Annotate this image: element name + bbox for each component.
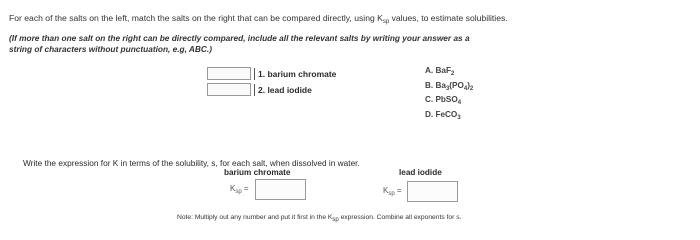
formula-part: PbSO bbox=[435, 95, 458, 104]
left-item-lead-iodide: 2. lead iodide bbox=[254, 84, 312, 96]
ksp-label-2: $K_{sp}$ = bbox=[383, 186, 402, 197]
answer-input-lead-iodide[interactable] bbox=[207, 83, 251, 96]
formula-part: Ba bbox=[435, 80, 446, 90]
left-item-barium-chromate: 1. barium chromate bbox=[254, 68, 336, 80]
formula-subscript: 4 bbox=[457, 100, 462, 106]
formula-subscript: 4 bbox=[463, 85, 468, 92]
right-item-letter: C. bbox=[425, 95, 434, 104]
expression-prompt: Write the expression for K in terms of the solubility, s, for each salt, when dissolved in water. bbox=[23, 158, 360, 168]
right-item-letter: A. bbox=[425, 66, 434, 75]
answer-input-barium-chromate[interactable] bbox=[207, 67, 251, 80]
right-item-c bbox=[425, 93, 473, 108]
formula-subscript: 3 bbox=[457, 114, 461, 121]
col-header-lead-iodide: lead iodide bbox=[399, 168, 442, 177]
note-text: Note: Multiply out any number and put it first in the $K_{sp}$ expression. Combine all exponents for s. bbox=[177, 214, 462, 223]
formula-part: FeCO bbox=[435, 109, 458, 119]
right-item-list bbox=[425, 64, 473, 122]
formula-part: (PO bbox=[449, 80, 464, 90]
instruction-text: For each of the salts on the left, match the salts on the right that can be compared directly, using $K_{sp}$ values, to estimate solubilities. bbox=[9, 13, 508, 25]
formula-part: ) bbox=[467, 80, 470, 90]
formula-subscript: 3 bbox=[445, 85, 450, 92]
formula-subscript: 2 bbox=[450, 71, 455, 77]
right-item-letter: B. bbox=[425, 80, 434, 90]
col-header-barium-chromate: barium chromate bbox=[224, 168, 291, 177]
ksp-input-lead-iodide[interactable] bbox=[407, 181, 458, 202]
ksp-label-1: $K_{sp}$ = bbox=[230, 184, 249, 195]
ksp-input-barium-chromate[interactable] bbox=[255, 179, 306, 200]
right-item-b bbox=[425, 79, 473, 94]
right-item-letter: D. bbox=[425, 109, 434, 119]
formula-part: Ba bbox=[435, 66, 446, 75]
instruction-note: (If more than one salt on the right can be directly compared, include all the relevant salts by writing your answer as a string of characters without punctuation, e.g, ABC.) bbox=[9, 33, 470, 54]
formula-subscript: 2 bbox=[469, 85, 474, 92]
right-item-d bbox=[425, 108, 473, 123]
formula-part: F bbox=[445, 66, 451, 75]
right-item-a bbox=[425, 64, 473, 79]
